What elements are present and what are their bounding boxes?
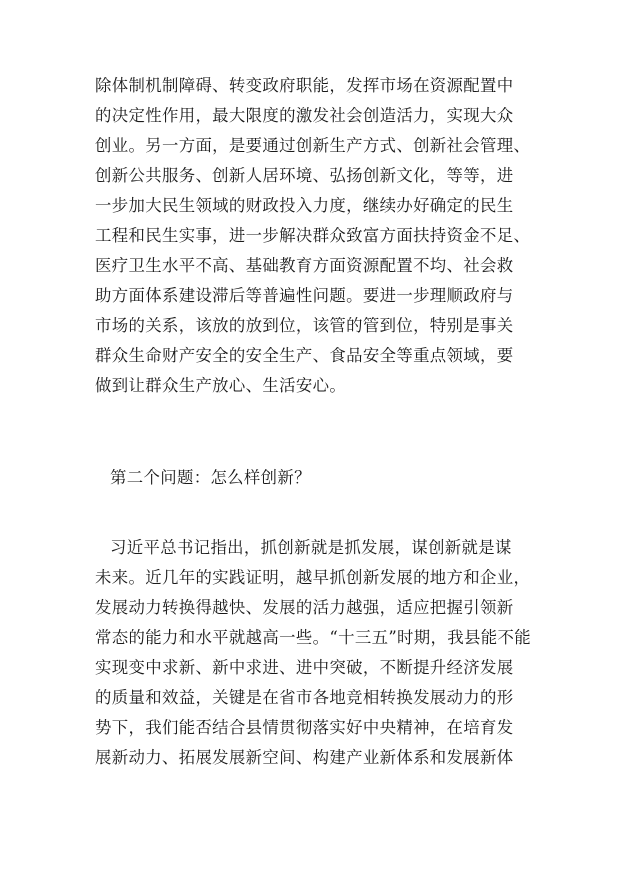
text-line: 展新动力、拓展发展新空间、构建产业新体系和发展新体: [95, 748, 514, 767]
text-line: 做到让群众生产放心、生活安心。: [95, 376, 347, 395]
text-line: 发展动力转换得越快、发展的活力越强，适应把握引领新: [95, 598, 514, 617]
text-line: 创业。另一方面，是要通过创新生产方式、创新社会管理、: [95, 136, 531, 155]
text-line: 习近平总书记指出，抓创新就是抓发展，谋创新就是谋: [110, 538, 512, 557]
section-heading: 第二个问题：怎么样创新？: [110, 468, 311, 487]
text-line: 一步加大民生领域的财政投入力度，继续办好确定的民生: [95, 196, 514, 215]
text-line: 创新公共服务、创新人居环境、弘扬创新文化，等等，进: [95, 166, 514, 185]
text-line: 未来。近几年的实践证明，越早抓创新发展的地方和企业，: [95, 568, 531, 587]
text-line: 医疗卫生水平不高、基础教育方面资源配置不均、社会救: [95, 256, 514, 275]
text-line: 实现变中求新、新中求进、进中突破，不断提升经济发展: [95, 658, 514, 677]
body-paragraph-1: [95, 71, 531, 401]
text-line: 的质量和效益，关键是在省市各地竞相转换发展动力的形: [95, 688, 514, 707]
text-line: 的决定性作用，最大限度的激发社会创造活力，实现大众: [95, 106, 514, 125]
text-line: 常态的能力和水平就越高一些。“十三五”时期，我县能不能: [95, 628, 531, 647]
text-line: 除体制机制障碍、转变政府职能，发挥市场在资源配置中: [95, 76, 514, 95]
text-line: 市场的关系，该放的放到位，该管的管到位，特别是事关: [95, 316, 514, 335]
text-line: 势下，我们能否结合县情贯彻落实好中央精神，在培育发: [95, 718, 514, 737]
text-line: 群众生命财产安全的安全生产、食品安全等重点领域，要: [95, 346, 514, 365]
text-line: 工程和民生实事，进一步解决群众致富方面扶持资金不足、: [95, 226, 531, 245]
body-paragraph-2: [95, 533, 531, 773]
text-line: 助方面体系建设滞后等普遍性问题。要进一步理顺政府与: [95, 286, 514, 305]
